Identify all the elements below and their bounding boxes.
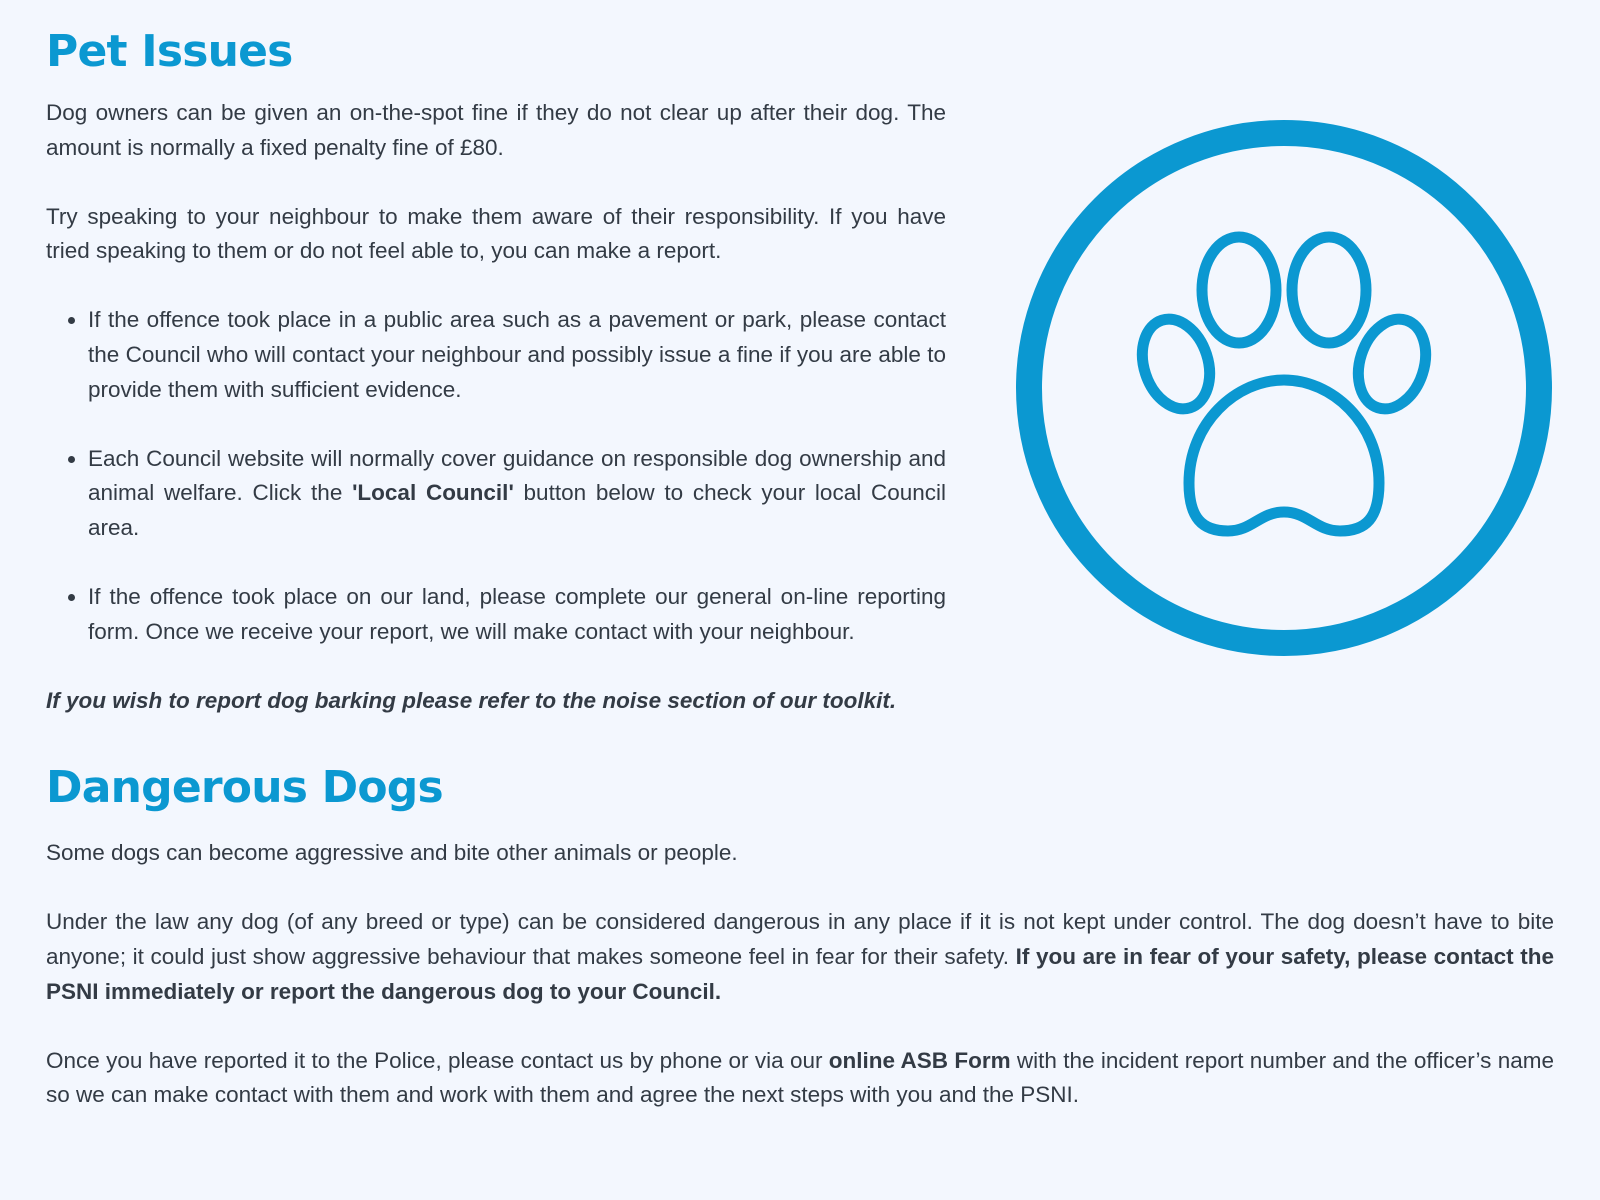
police-report-text-end: with the incident report number and the officer’s name so we can make contact with them and work with them and agree the next steps with you and the PSNI. <box>46 1047 1555 1108</box>
dangerous-dogs-section <box>46 756 1554 1113</box>
page-content <box>46 20 1554 1113</box>
list-item-public-area: • If the offence took place in a public area such as a pavement or park, please contact the Council who will contact your neighbour and possibly issue a fine if you are able to provide them with sufficient evidence. <box>88 303 946 407</box>
aggressive-dogs-paragraph: Some dogs can become aggressive and bite other animals or people. <box>46 840 738 866</box>
pet-issues-section <box>46 20 1554 718</box>
law-paragraph <box>46 905 1554 1009</box>
online-asb-form-link[interactable]: online ASB Form <box>828 1047 1011 1073</box>
pet-issues-text <box>46 20 946 718</box>
pet-issues-heading: Pet Issues <box>46 26 293 77</box>
safety-warning: If you are in fear of your safety, please contact the PSNI immediately or report the dangerous dog to your Council. <box>46 943 1554 1004</box>
council-website-text-end: button below to check your local Council area. <box>88 480 946 541</box>
police-report-paragraph <box>46 1044 1554 1114</box>
police-report-text: Once you have reported it to the Police, please contact us by phone or via our <box>46 1047 829 1073</box>
council-website-text: Each Council website will normally cover guidance on responsible dog ownership and animal welfare. Click the <box>88 445 946 506</box>
paw-print-icon-graphic <box>1014 118 1554 658</box>
law-paragraph-text: Under the law any dog (of any breed or type) can be considered dangerous in any place if it is not kept under control. The dog doesn’t have to bite anyone; it could just show aggressive behaviour that makes someone feel in fear for their safety. <box>46 909 1554 969</box>
dog-barking-note: If you wish to report dog barking please refer to the noise section of our toolkit. <box>46 687 897 713</box>
pet-neighbour-paragraph: Try speaking to your neighbour to make them aware of their responsibility. If you have tried speaking to them or do not feel able to, you can make a report. <box>46 203 946 264</box>
pet-report-list <box>46 303 946 649</box>
pet-fine-paragraph: Dog owners can be given an on-the-spot fine if they do not clear up after their dog. The amount is normally a fixed penalty fine of £80. <box>46 100 946 160</box>
local-council-reference: 'Local Council' <box>352 480 514 506</box>
list-item-council-website <box>88 442 946 546</box>
paw-print-icon <box>1014 118 1554 658</box>
list-item-our-land: • If the offence took place on our land, please complete our general on-line reporting form. Once we receive your report, we will make contact with your neighbour. <box>88 580 946 650</box>
dangerous-dogs-heading: Dangerous Dogs <box>46 762 443 814</box>
